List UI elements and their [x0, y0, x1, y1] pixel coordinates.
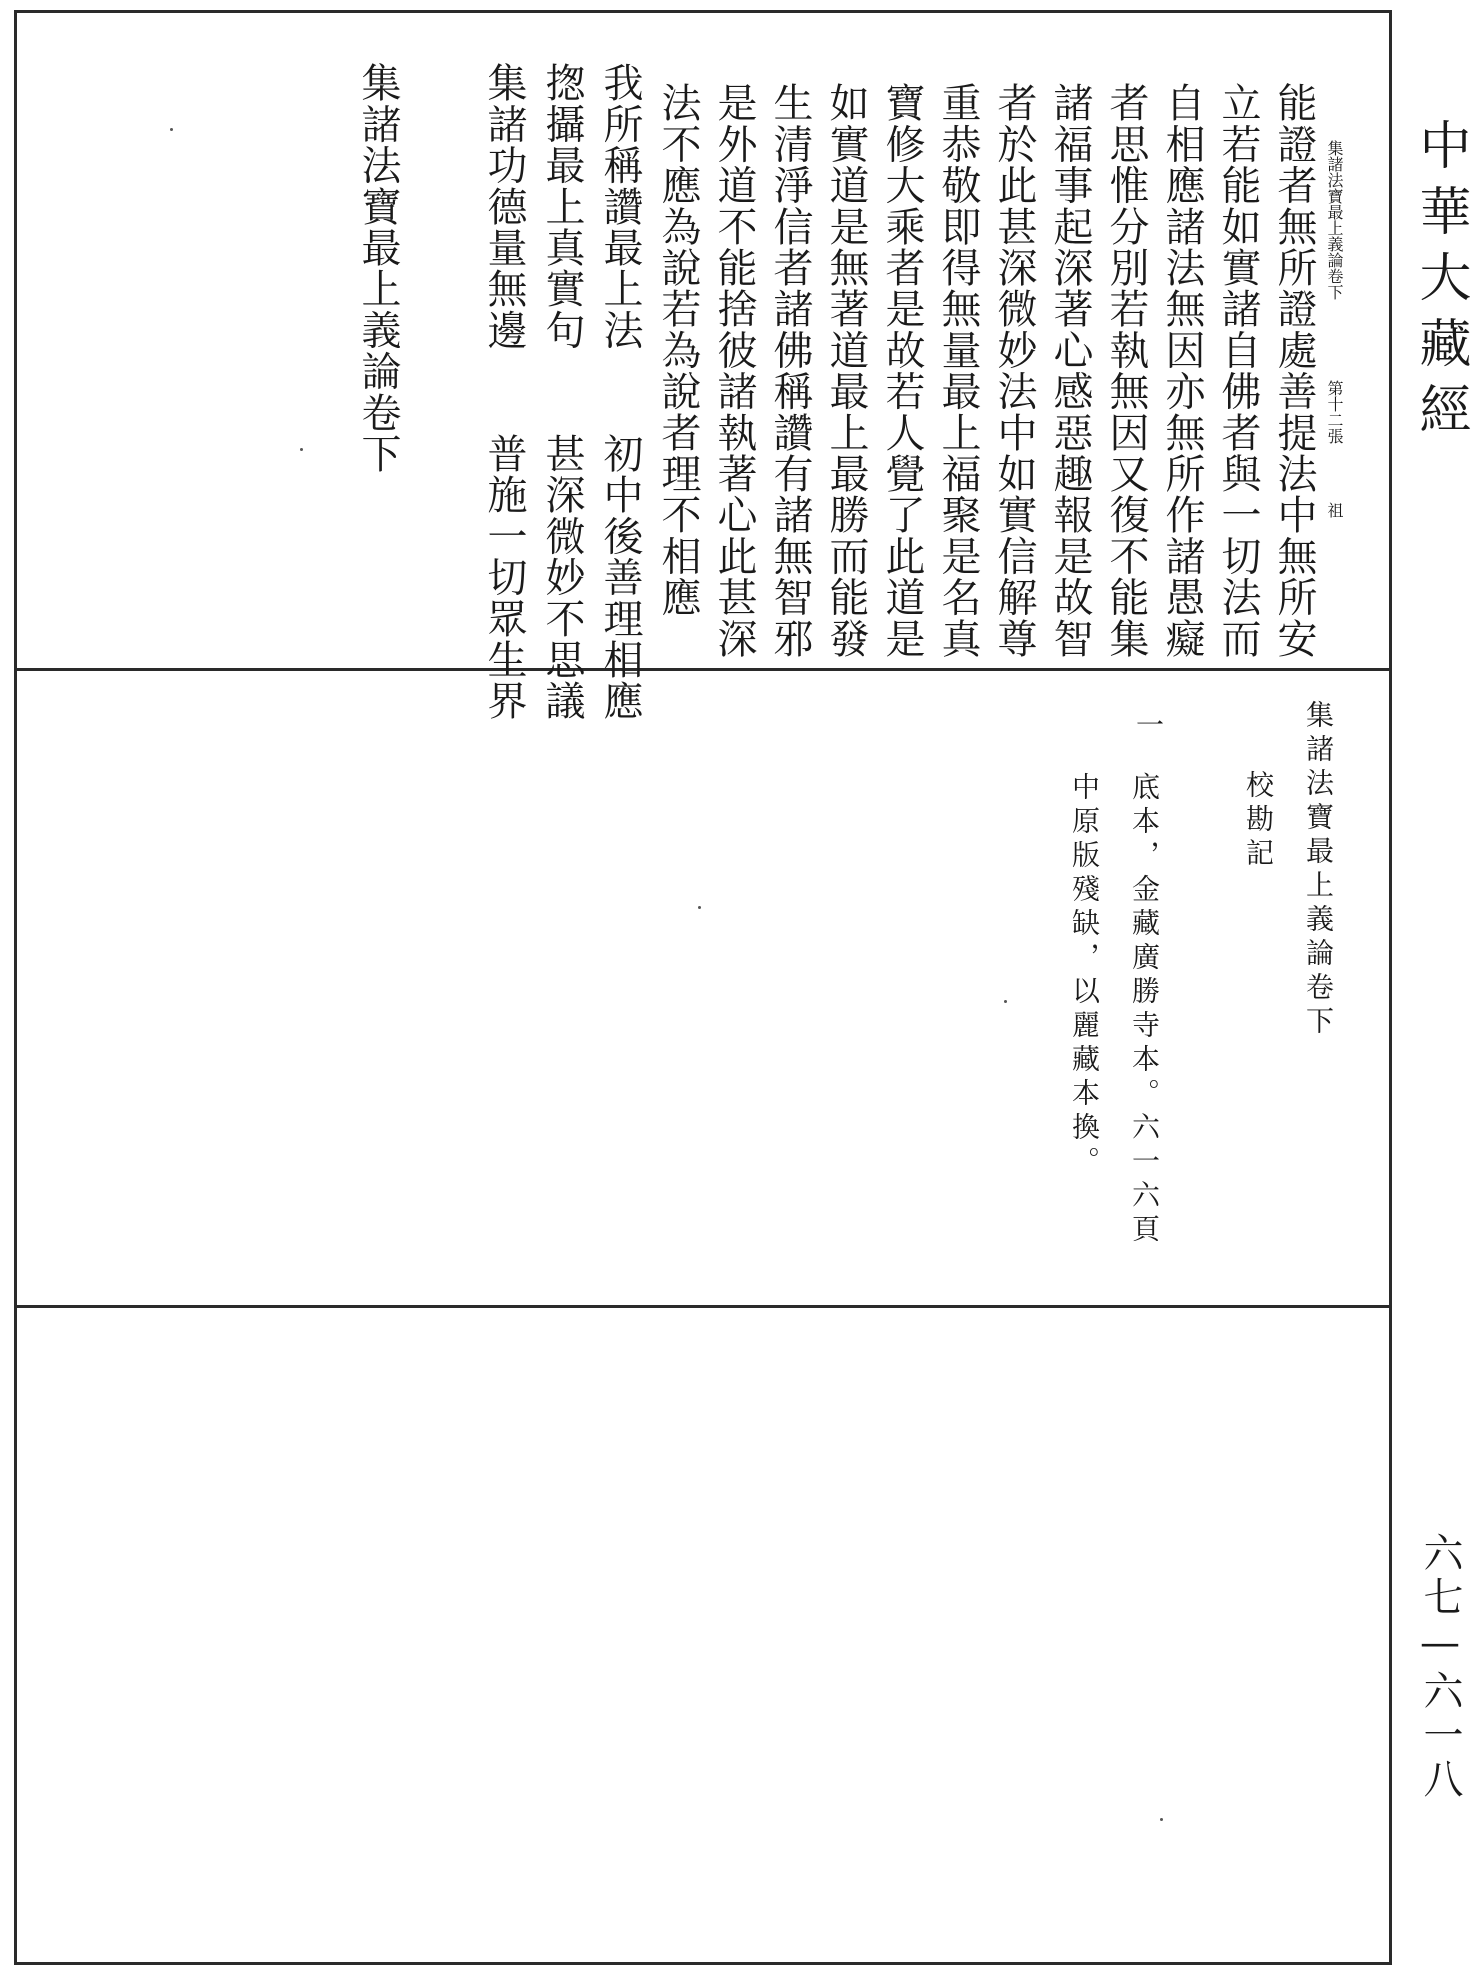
verse-column: 集諸功德量無邊 普施一切眾生界 — [481, 62, 527, 722]
text-column: 如實道是無著道最上最勝而能發 — [823, 82, 869, 659]
scan-speck — [300, 448, 303, 451]
text-column: 自相應諸法無因亦無所作諸愚癡 — [1159, 82, 1205, 659]
lower-divider — [14, 1305, 1392, 1308]
note-line-2: 中原版殘缺，以麗藏本換。 — [1068, 772, 1101, 1180]
leaf-number: 第十二張 — [1325, 380, 1344, 444]
text-column: 能證者無所證處善提法中無所安 — [1271, 82, 1317, 659]
text-column: 者於此甚深微妙法中如實信解尊 — [991, 82, 1037, 659]
closing-title: 集諸法寶最上義論卷下 — [355, 62, 401, 474]
verse-column: 揔攝最上真實句 甚深微妙不思議 — [539, 62, 585, 722]
text-column: 寶修大乘者是故若人覺了此道是 — [879, 82, 925, 659]
text-column: 是外道不能捨彼諸執著心此甚深 — [711, 82, 757, 659]
text-column: 諸福事起深著心感惡趣報是故智 — [1047, 82, 1093, 659]
verse-column: 我所稱讚最上法 初中後善理相應 — [597, 62, 643, 722]
upper-divider — [14, 668, 1392, 671]
note-line-1: 底本，金藏廣勝寺本。六一六頁 — [1128, 772, 1161, 1248]
page-number: 六七—六一八 — [1417, 1532, 1463, 1802]
collation-heading: 校勘記 — [1242, 770, 1275, 872]
text-column: 立若能如實諸自佛者與一切法而 — [1215, 82, 1261, 659]
scan-speck — [698, 906, 701, 909]
text-column: 法不應為說若為說者理不相應 — [655, 82, 701, 618]
text-column: 重恭敬即得無量最上福聚是名真 — [935, 82, 981, 659]
leaf-char: 祖 — [1325, 502, 1344, 518]
scan-speck — [1004, 1000, 1007, 1003]
collection-title: 中華大藏經 — [1410, 118, 1470, 448]
scan-speck — [1160, 1818, 1163, 1821]
collation-title: 集諸法寶最上義論卷下 — [1302, 700, 1335, 1040]
text-column: 者思惟分別若執無因又復不能集 — [1103, 82, 1149, 659]
text-column: 生清淨信者諸佛稱讚有諸無智邪 — [767, 82, 813, 659]
note-number: 一 — [1132, 710, 1165, 744]
scan-speck — [170, 128, 173, 131]
running-title: 集諸法寶最上義論卷下 — [1325, 140, 1344, 300]
